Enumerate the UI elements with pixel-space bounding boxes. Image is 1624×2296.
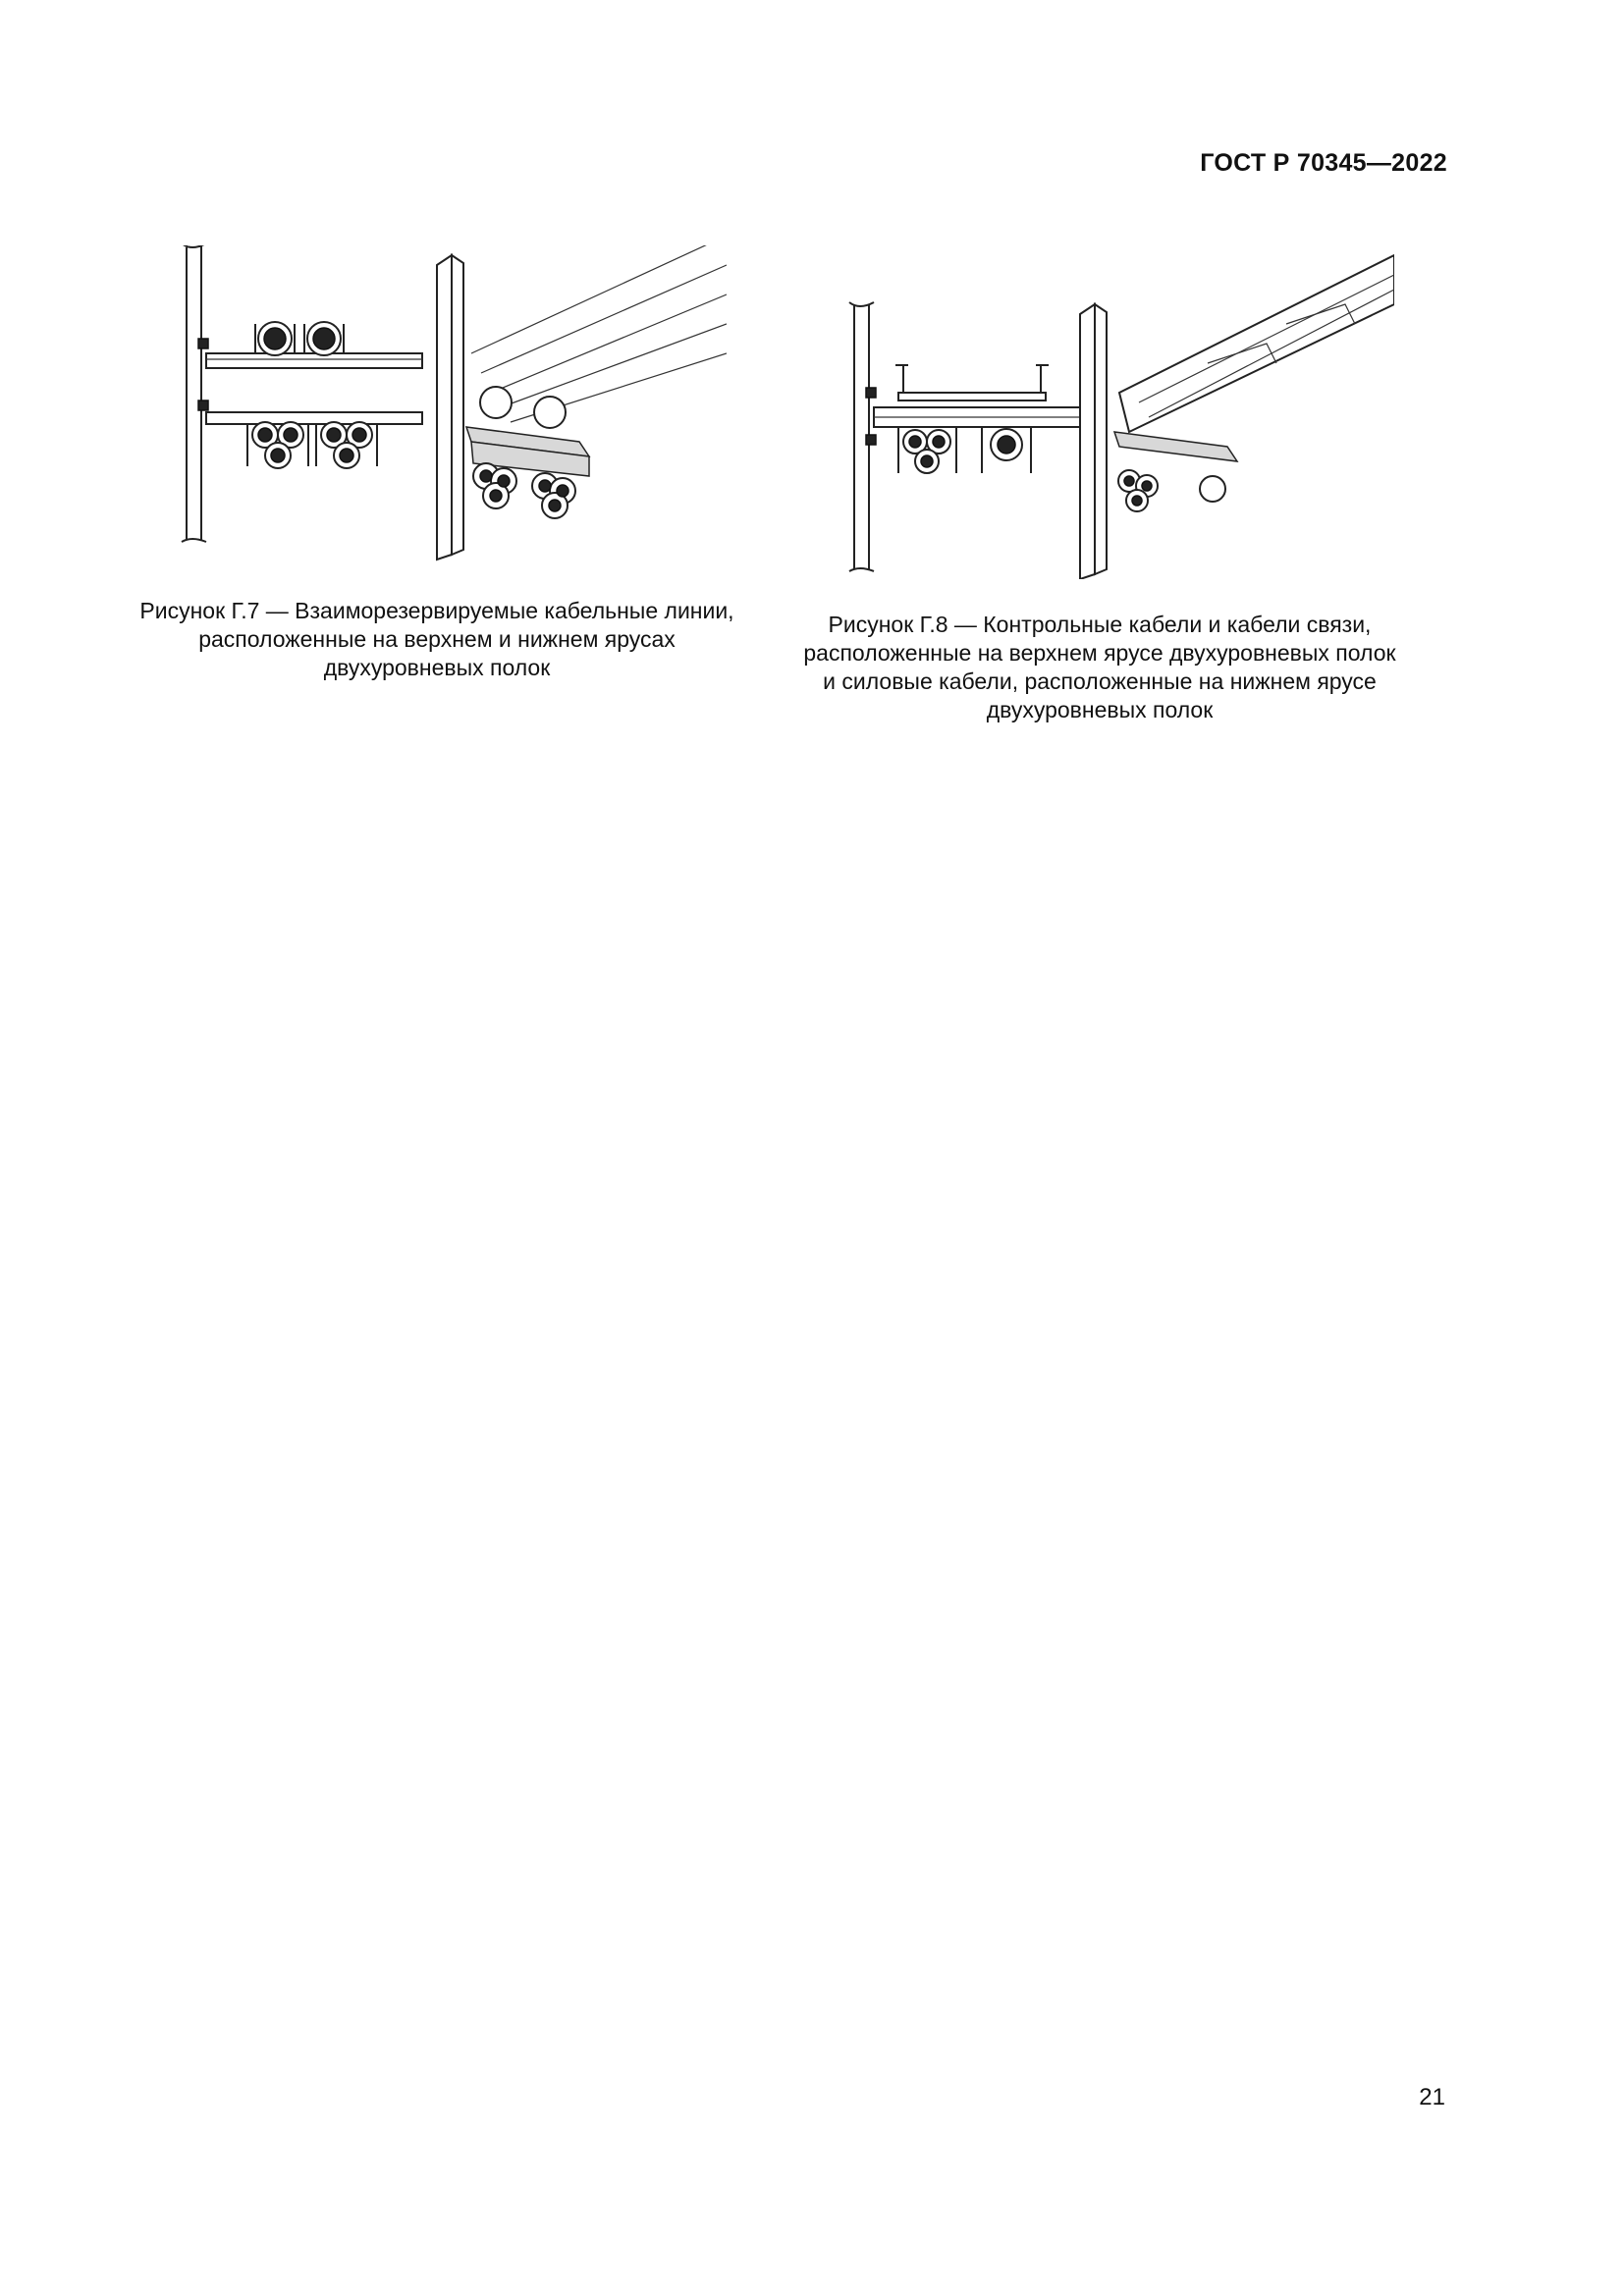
figure-g7-drawing <box>157 245 727 564</box>
figure-g8-caption: Рисунок Г.8 — Контрольные кабели и кабели связи, расположенные на верхнем ярусе двухуровневых полок и силовые кабели, расположенные на нижнем ярусе двухуровневых полок <box>803 612 1396 722</box>
figure-g7-illustration <box>157 245 727 564</box>
figure-g8-illustration <box>835 245 1394 579</box>
figure-g8-drawing <box>835 245 1394 579</box>
page-number: 21 <box>1419 2084 1445 2110</box>
document-header: ГОСТ Р 70345—2022 <box>1200 149 1447 177</box>
figure-g7-caption: Рисунок Г.7 — Взаиморезервируемые кабельные линии, расположенные на верхнем и нижнем ярусах двухуровневых полок <box>139 598 734 680</box>
